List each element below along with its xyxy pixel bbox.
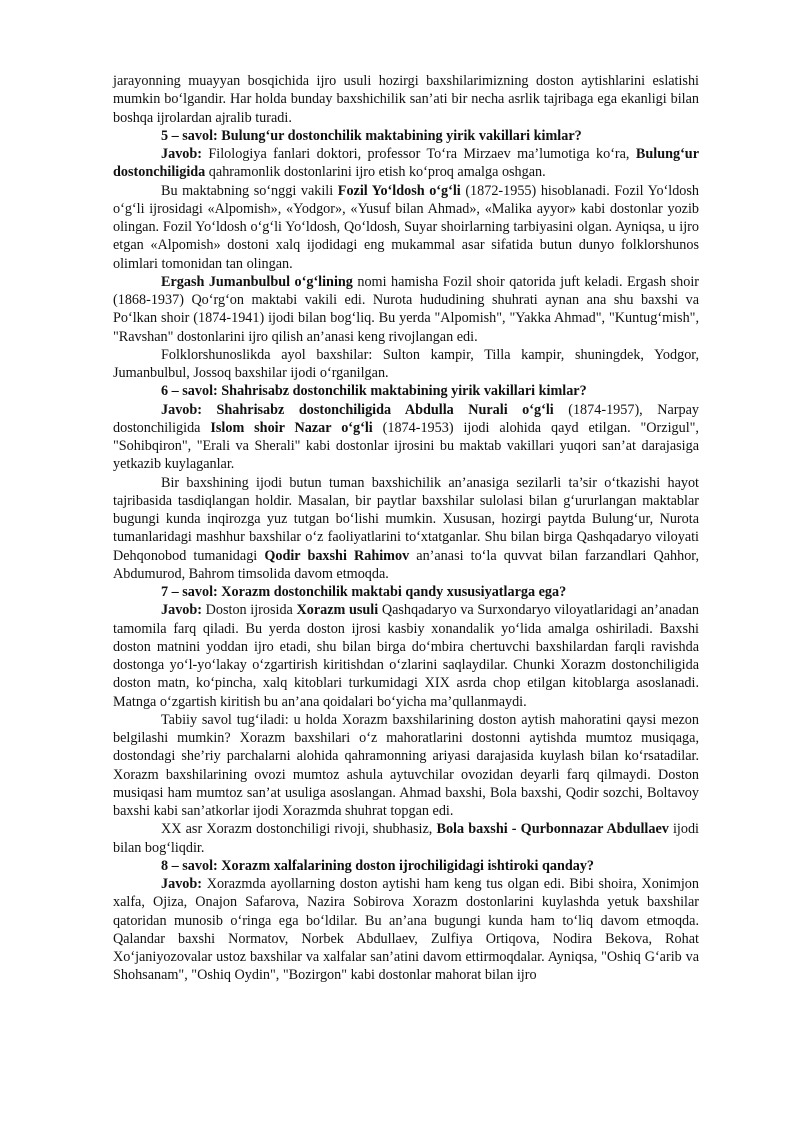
text-run: Bir baxshining ijodi butun tuman baxshichilik an’anasiga sezilarli ta’sir o‘tkazishi hayot tajribasida tasdiqlangan holdir. Masalan, bir paytlar baxshilar sulolasi bilan g‘ururlangan maktablar bugungi kunda inqirozga yuz tutgan bo‘lishi mumkin. Xususan, hozirgi paytda Bulung‘ur, Nurota tumanlaridagi mashhur baxshilar o‘z faoliyatlarini to‘xtatganlar. Shu bilan birga Qashqadaryo viloyati Dehqonobod tumanidagi: [113, 474, 699, 564]
text-run: (1872-1955) hisoblanadi. Fozil Yo‘ldosh o‘g‘li ijrosidagi «Alpomish», «Yodgor», «Yusuf bilan Ahmad», «Malika ayyor» kabi dostonlar yozib olingan. Fozil Yo‘ldosh o‘g‘li Yo‘ldosh, Qo‘ldosh, Suyar shoirlarning tarbiyasini olgan. Ayniqsa, u ijro etgan «Alpomish» dostoni xalq ijodidagi eng mukammal asar sifatida butun dunyo folklorshunos olimlari tomonidan tan olingan.: [113, 182, 700, 272]
text-run: Qashqadaryo va Surxondaryo viloyatlaridagi an’anadan tamomila farq qiladi. Bu yerda doston ijrosi kasbiy xonandalik yo‘lida amalga oshiriladi. Baxshi doston matnini yoddan ijro etadi, shu bilan birga do‘mbira chertuvchi baxshilardan farqli ravishda dostonga yo‘l-yo‘lakay o‘zgartirish kiritishdan o‘zlarini saqlaydilar. Chunki Xorazm dostonchiligida doston matn, ko‘pincha, xalq kitoblari turkumidagi XIX asrda chop etilgan kitoblarga asoslanadi. Matnga o‘zgartish kiritish bu an’ana qoidalari bo‘yicha ma’qullanmaydi.: [113, 602, 700, 710]
body-paragraph: [113, 401, 699, 474]
text-run: Filologiya fanlari doktori, professor To‘ra Mirzaev ma’lumotiga ko‘ra,: [202, 146, 636, 162]
text-run: nomi hamisha Fozil shoir qatorida juft keladi. Ergash shoir (1868-1937) Qo‘rg‘on maktabi vakili edi. Nurota hududining shuhrati aynan ana shu baxshi va Po‘lkan shoir (1874-1941) ijodi bilan bog‘liq. Bu yerda "Alpomish", "Yakka Ahmad", "Kuntug‘mish", "Ravshan" dostonlarini ijro qilish an’anasi keng rivojlangan edi.: [113, 273, 699, 345]
body-paragraph: [113, 875, 699, 985]
text-run: ijodi bilan bog‘liqdir.: [113, 821, 700, 856]
body-paragraph: [113, 72, 699, 127]
bold-text: Javob:: [161, 602, 202, 619]
question-heading: [113, 127, 699, 145]
body-paragraph: [113, 346, 699, 383]
body-paragraph: [113, 820, 699, 857]
body-paragraph: [113, 182, 699, 273]
text-run: Tabiiy savol tug‘iladi: u holda Xorazm baxshilarining doston aytish mahoratini qaysi mezon belgilashi mumkin? Xorazm baxshilari o‘z mahoratlarini dostonni aytishda mumtoz musiqaga, dostondagi she’riy parchalarni alohida qahramonning ariyasi darajasida kuylash bilan ko‘rsatadilar. Xorazm baxshilarining ovozi mumtoz ashula aytuvchilar ovozidan deyarli farq qilmaydi. Doston musiqasi ham mumtoz san’at usuliga asoslangan. Ahmad baxshi, Bola baxshi, Qodir sozchi, Boltavoy baxshi kabi san’atkorlar ijodi Xorazmda shuhrat topgan edi.: [113, 711, 699, 819]
text-run: jarayonning muayyan bosqichida ijro usuli hozirgi baxshilarimizning doston aytishlarini eslatishi mumkin bo‘lgandir. Har holda bunday baxshichilik san’ati bir necha asrlik tajribaga ega ekanligi bilan boshqa ijrolardan ajralib turadi.: [113, 73, 699, 126]
bold-text: Javob:: [161, 876, 202, 892]
bold-text: Javob: Shahrisabz dostonchiligida Abdulla Nurali o‘g‘li: [161, 401, 554, 418]
body-paragraph: [113, 145, 699, 182]
text-run: Doston ijrosida: [202, 602, 297, 619]
bold-text: Javob:: [161, 146, 202, 162]
text-run: 5 – savol: Bulung‘ur dostonchilik maktabining yirik vakillari kimlar?: [161, 127, 582, 144]
text-run: qahramonlik dostonlarini ijro etish ko‘proq amalga oshgan.: [205, 164, 546, 181]
text-run: 8 – savol: Xorazm xalfalarining doston ijrochiligidagi ishtiroki qanday?: [161, 857, 595, 874]
bold-text: Bulung‘ur dostonchiligida: [113, 146, 699, 181]
body-paragraph: [113, 601, 699, 711]
text-run: 6 – savol: Shahrisabz dostonchilik maktabining yirik vakillari kimlar?: [161, 383, 587, 400]
bold-text: Xorazm usuli: [296, 602, 379, 619]
text-run: 7 – savol: Xorazm dostonchilik maktabi qandy xususiyatlarga ega?: [161, 584, 567, 600]
bold-text: Bola baxshi - Qurbonnazar Abdullaev: [436, 821, 669, 838]
bold-text: Ergash Jumanbulbul o‘g‘lining: [161, 273, 353, 290]
bold-text: Qodir baxshi Rahimov: [264, 547, 410, 564]
text-run: Folklorshunoslikda ayol baxshilar: Sulton kampir, Tilla kampir, shuningdek, Yodgor, Jumanbulbul, Jossoq baxshilar ijodi o‘rganilgan.: [113, 346, 699, 381]
text-run: Xorazmda ayollarning doston aytishi ham keng tus olgan edi. Bibi shoira, Xonimjon xalfa, Ojiza, Onajon Safarova, Nazira Sobirova Xorazm dostonlarini kuylashda yetuk baxshilar qatoridan munosib o‘ringa ega bo‘ldilar. Bu an’ana bugungi kunda ham to‘liq davom etmoqda. Qalandar baxshi Normatov, Norbek Abdullaev, Zulfiya Ortiqova, Nodira Bekova, Rohat Xo‘janiyozovalar ustoz baxshilar va xalfalar san’atini davom ettirmoqdalar. Ayniqsa, "Oshiq G‘arib va Shohsanam", "Oshiq Oydin", "Bozirgon" kabi dostonlar mahorat bilan ijro: [113, 876, 699, 984]
body-paragraph: [113, 474, 699, 584]
text-run: (1874-1957), Narpay dostonchiligida: [113, 401, 699, 436]
document-page: [113, 72, 699, 985]
bold-text: Islom shoir Nazar o‘g‘li: [210, 419, 373, 436]
text-run: Bu maktabning so‘nggi vakili: [161, 182, 338, 199]
question-heading: [113, 857, 699, 875]
text-run: (1874-1953) ijodi alohida qayd etilgan. "Orzigul", "Sohibqiron", "Erali va Sherali" kabi dostonlar ijrosini bu maktab vakillari yuqori san’at darajasiga yetkazib kuylaganlar.: [113, 419, 699, 473]
question-heading: [113, 382, 699, 400]
bold-text: Fozil Yo‘ldosh o‘g‘li: [337, 182, 461, 199]
text-run: an’anasi to‘la quvvat bilan farzandlari Qahhor, Abdumurod, Bahrom timsolida davom etmoqda.: [113, 547, 699, 582]
body-paragraph: [113, 273, 699, 346]
question-heading: [113, 583, 699, 601]
body-paragraph: [113, 711, 699, 821]
text-run: XX asr Xorazm dostonchiligi rivoji, shubhasiz,: [161, 821, 437, 838]
